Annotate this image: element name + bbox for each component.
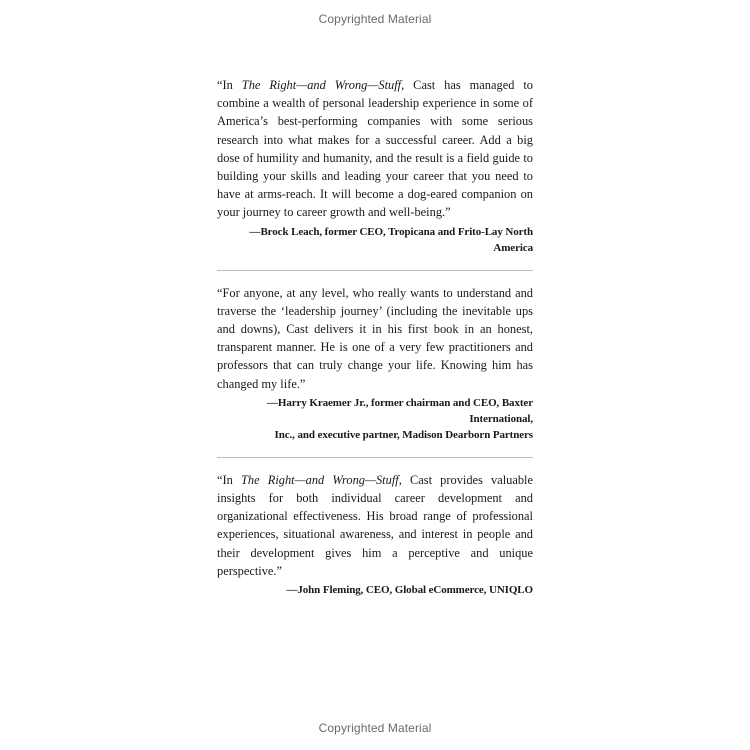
- endorsement-attribution: [217, 224, 533, 256]
- endorsement-1: [217, 76, 533, 256]
- quote-open: “In: [217, 78, 242, 92]
- quote-open: “In: [217, 472, 241, 487]
- quote-text: “For anyone, at any level, who really wants to understand and traverse the ‘leadership journey’ (including the inevitable ups and downs), Cast delivers it in his first book in an honest, transparent manner. He is one of a very few practitioners and professors that can truly change your life. Knowing him has changed my life.”: [217, 285, 533, 391]
- endorsement-quote: [217, 471, 533, 580]
- copyright-watermark-top: Copyrighted Material: [318, 12, 432, 26]
- endorsement-attribution: [217, 582, 533, 598]
- endorsement-2: [217, 284, 533, 443]
- endorsement-3: [217, 471, 533, 598]
- attribution-line: Inc., and executive partner, Madison Dearborn Partners: [274, 428, 533, 441]
- quote-text: Cast has managed to combine a wealth of personal leadership experience in some of America’s best-performing companies with some serious research into what makes for a successful career. Add a big dose of humility and humanity, and the result is a field guide to building your skills and leading your career that you need to have at arms-reach. It will become a dog-eared companion on your journey to career growth and well-being.”: [217, 78, 533, 220]
- endorsements-page: [217, 76, 533, 612]
- endorsement-quote: [217, 76, 533, 222]
- endorsement-attribution: [217, 395, 533, 443]
- book-title: The Right—and Wrong—Stuff,: [241, 472, 402, 487]
- divider: [217, 457, 533, 458]
- endorsement-quote: [217, 284, 533, 393]
- attribution-line: —Brock Leach, former CEO, Tropicana and Frito-Lay North America: [249, 225, 533, 254]
- book-title: The Right—and Wrong—Stuff,: [241, 78, 405, 92]
- attribution-line: —Harry Kraemer Jr., former chairman and CEO, Baxter International,: [267, 396, 533, 425]
- quote-text: Cast provides valuable insights for both individual career development and organizational effectiveness. His broad range of professional experiences, situational awareness, and interest in people and their development gives him a perceptive and unique perspective.”: [217, 472, 534, 578]
- attribution-line: —John Fleming, CEO, Global eCommerce, UNIQLO: [286, 584, 533, 597]
- copyright-watermark-bottom: Copyrighted Material: [318, 721, 432, 735]
- divider: [217, 270, 533, 271]
